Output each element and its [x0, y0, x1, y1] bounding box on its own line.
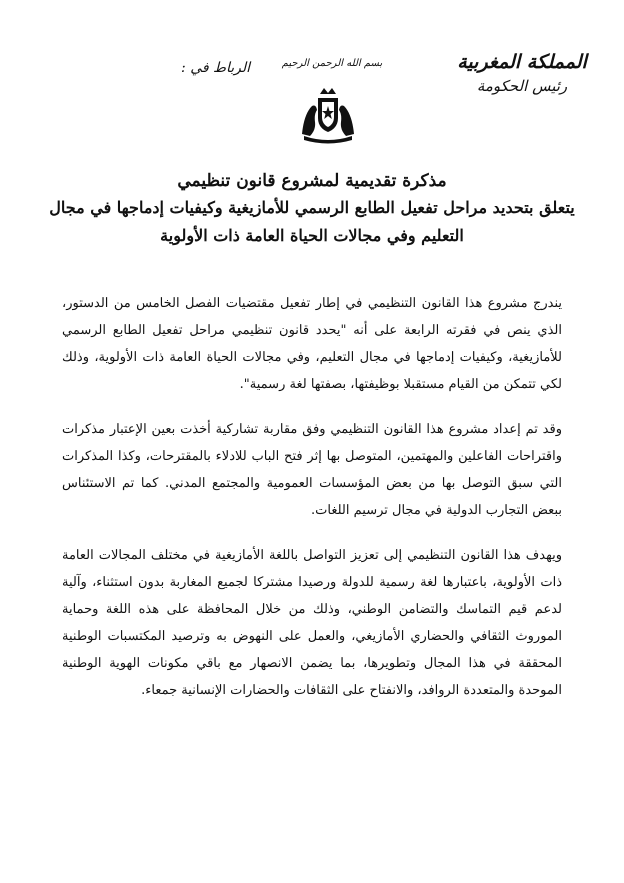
title-line-1: مذكرة تقديمية لمشروع قانون تنظيمي — [177, 171, 447, 191]
paragraph-1: يندرج مشروع هذا القانون التنظيمي في إطار تفعيل مقتضيات الفصل الخامس من الدستور، الذي ينص في فقرته الرابعة على أنه "يحدد قانون تنظيمي مراحل تفعيل الطابع الرسمي للأمازيغية، وكيفيات إدماجها في مجال التعليم، وفي مجالات الحياة العامة ذات الأولوية، وذلك لكي تتمكن من القيام مستقبلا بوظيفتها، بصفتها لغة رسمية". — [62, 296, 562, 392]
office-name: رئيس الحكومة — [476, 76, 568, 95]
paragraph-2: وقد تم إعداد مشروع هذا القانون التنظيمي وفق مقاربة تشاركية أخذت بعين الإعتبار مذكرات واقتراحات الفاعلين والمهتمين، المتوصل بها إثر فتح الباب للادلاء بالمقترحات، وكذا المذكرات التي سبق التوصل بها من بعض المؤسسات العمومية والمجتمع المدني. كما تم الاستئناس ببعض التجارب الدولية في مجال ترسيم اللغات. — [62, 422, 562, 518]
basmala: بسم الله الرحمن الرحيم — [281, 58, 383, 69]
kingdom-name: المملكة المغربية — [457, 51, 587, 73]
title-line-3: التعليم وفي مجالات الحياة العامة ذات الأولوية — [160, 226, 464, 245]
paragraph-3: ويهدف هذا القانون التنظيمي إلى تعزيز التواصل باللغة الأمازيغية في مختلف المجالات العامة ذات الأولوية، باعتبارها لغة رسمية للدولة ورصيدا مشتركا لجميع المغاربة بدون استثناء، وآلية لدعم قيم التماسك والتضامن الوطني، وذلك من خلال المحافظة على هذه اللغة وحماية الموروث الثقافي والحضاري الأمازيغي، والعمل على النهوض به وترصيد المكتسبات الوطنية المحققة في هذا المجال وتطويرها، بما يضمن الانصهار مع باقي مكونات الهوية الوطنية الموحدة والمتعددة الروافد، والانفتاح على الثقافات والحضارات الإنسانية جمعاء. — [62, 548, 562, 698]
place-date-line: الرباط في : — [181, 60, 250, 76]
royal-emblem-icon — [296, 84, 360, 144]
document-title — [40, 168, 584, 250]
document-body — [62, 290, 562, 704]
letterhead — [452, 52, 592, 95]
title-line-2: يتعلق بتحديد مراحل تفعيل الطابع الرسمي للأمازيغية وكيفيات إدماجها في مجال — [49, 198, 575, 217]
